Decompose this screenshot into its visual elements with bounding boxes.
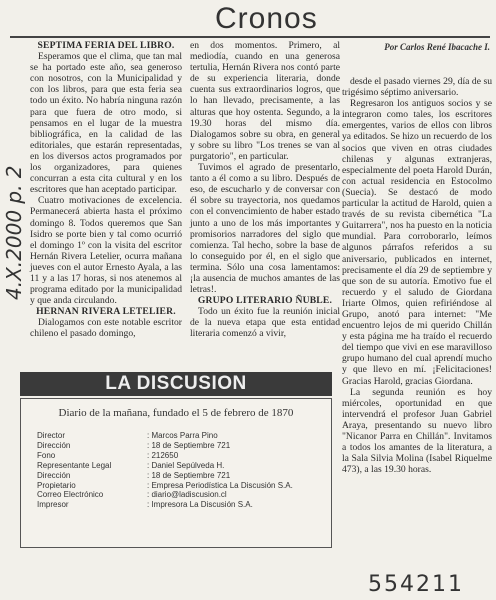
info-label: Impresor bbox=[37, 500, 69, 510]
heading-hernan-rivera: HERNAN RIVERA LETELIER. bbox=[36, 306, 176, 318]
paragraph: Dialogamos con este notable escritor chileno el pasado domingo, bbox=[30, 317, 182, 340]
column-a bbox=[30, 40, 182, 340]
column-b bbox=[190, 40, 340, 340]
info-value: : Impresora La Discusión S.A. bbox=[147, 500, 253, 510]
info-label: Propietario bbox=[37, 480, 76, 490]
info-label: Dirección bbox=[37, 440, 71, 450]
paragraph: Tuvimos el agrado de presentarlo, tanto a él como a su libro. Después de eso, de escucharlo y de conversar con él sobre su trayectoria, nos quedamos con el convencimiento de haber estado junto a uno de los más importantes y promisorios narradores del siglo que comienza. Tal hecho, sobre la base de lo conseguido por él, en el siglo que termina. Sólo una cosa lamentamos: ¡la ausencia de muchos amantes de las letras!. bbox=[190, 162, 340, 296]
handwritten-date-annotation: 4.X.2000 p. 2 bbox=[2, 165, 26, 300]
paragraph: Todo un éxito fue la reunión inicial de la nueva etapa que esta entidad literaria comenzó a vivir, bbox=[190, 306, 340, 340]
byline: Por Carlos René Ibacache I. bbox=[384, 42, 490, 52]
info-row bbox=[37, 490, 293, 500]
info-value: : Marcos Parra Pino bbox=[147, 431, 218, 440]
info-value: : diario@ladiscusion.cl bbox=[147, 490, 227, 500]
paragraph: Esperamos que el clima, que tan mal se ha portado este año, sea generoso con nosotros, con la Municipalidad y con los libros, para que esta feria sea todo un éxito. No habría ninguna razón para que fuera de otro modo, si pensamos en el lugar de la muestra bibliográfica, en la calidad de las editoriales, que estarán representadas, en los diversos actos programados por los organizadores, para quienes concurran a esta cita cultural y en los escritores que han aceptado participar. bbox=[30, 51, 182, 196]
info-label: Fono bbox=[37, 450, 56, 460]
masthead-tagline: Diario de la mañana, fundado el 5 de febrero de 1870 bbox=[58, 407, 294, 419]
paragraph: en dos momentos. Primero, al mediodía, cuando en una generosa tertulia, Hernán Rivera nos contó parte de su experiencia literaria, donde cuenta sus extraordinarios logros, que lo han llevado, precisamente, a las alturas que hoy ostenta. Segundo, a la 19.30 horas del mismo día. Dialogamos sobre su obra, en general y sobre su libro "Los trenes se van al purgatorio", en particular. bbox=[190, 40, 340, 162]
info-row bbox=[37, 461, 293, 471]
info-row bbox=[37, 451, 293, 461]
info-row bbox=[37, 500, 293, 510]
paragraph: Cuatro motivaciones de excelencia. Permanecerá abierta hasta el próximo domingo 8. Todos queremos que San Isidro se porte bien y tal como ocurrió el domingo 1º con la visita del escritor Hernán Rivera Letelier, ocurra mañana jueves con el autor Ernesto Ayala, a las 11 y a las 17 horas, si nos atenemos al programa editado por la municipalidad y que anda circulando. bbox=[30, 195, 182, 307]
info-value: : Empresa Periodística La Discusión S.A. bbox=[147, 480, 293, 490]
info-value: : Daniel Sepúlveda H. bbox=[147, 460, 225, 470]
info-value: : 18 de Septiembre 721 bbox=[147, 440, 231, 450]
info-row bbox=[37, 471, 293, 481]
heading-grupo-literario: GRUPO LITERARIO ÑUBLE. bbox=[197, 295, 333, 307]
info-value: : 212650 bbox=[147, 450, 179, 460]
newspaper-logo: LA DISCUSION bbox=[20, 372, 332, 396]
info-label: Dirección bbox=[37, 470, 71, 480]
info-row bbox=[37, 441, 293, 451]
masthead-box bbox=[20, 398, 332, 548]
paragraph: desde el pasado viernes 29, día de su trigésimo séptimo aniversario. bbox=[342, 76, 492, 99]
info-label: Representante Legal bbox=[37, 460, 112, 470]
info-label: Correo Electrónico bbox=[37, 490, 104, 500]
info-value: : 18 de Septiembre 721 bbox=[147, 470, 231, 480]
paragraph: Regresaron los antiguos socios y se integraron como tales, los escritores emergentes, varios de ellos con libros ya editados. Se hizo un recuerdo de los socios que viven en otras ciudades chilenas y algunas extranjeras, especialmente del poeta Harold Durán, con actual residencia en Estocolmo (Suecia). Se destacó de modo particular la actitud de Harold, quien a través de su revista cibernética "La Guitarrera", nos ha puesto en la noticia mundial. Para corroborarlo, leímos algunos párrafos referidos a su aniversario, publicados en internet, precisamente el día 29 de septiembre y que son de su autoría. Emotivo fue el recuerdo y el saludo de Giordana Iriarte Olmos, quien refiriéndose al Grupo, anotó para internet: "Me encuentro lejos de mi querido Chillán y esta página me ha traído el recuerdo del tiempo que vivi en ese maravilloso grupo humano del cual aprendí mucho y que llevo en mí. ¡Felicitaciones! Gracias Harold, gracias Giordana. bbox=[342, 98, 492, 387]
info-row bbox=[37, 481, 293, 491]
header-rule bbox=[10, 36, 490, 38]
column-c bbox=[342, 76, 492, 475]
heading-septima-feria: SEPTIMA FERIA DEL LIBRO. bbox=[37, 40, 175, 51]
masthead-info-table bbox=[37, 431, 293, 510]
section-title: Cronos bbox=[215, 2, 318, 35]
paragraph: La segunda reunión es hoy miércoles, oportunidad en que intervendrá el profesor Juan Gabriel Araya, presentando su nuevo libro "Nicanor Parra en Chillán". Invitamos a todos los amantes de la literatura, a la Sala Silvia Molina (Isabel Riquelme 473), a las 19.30 horas. bbox=[342, 386, 492, 476]
info-row bbox=[37, 431, 293, 441]
info-label: Director bbox=[37, 431, 66, 440]
handwritten-archive-number: 554211 bbox=[368, 572, 464, 597]
